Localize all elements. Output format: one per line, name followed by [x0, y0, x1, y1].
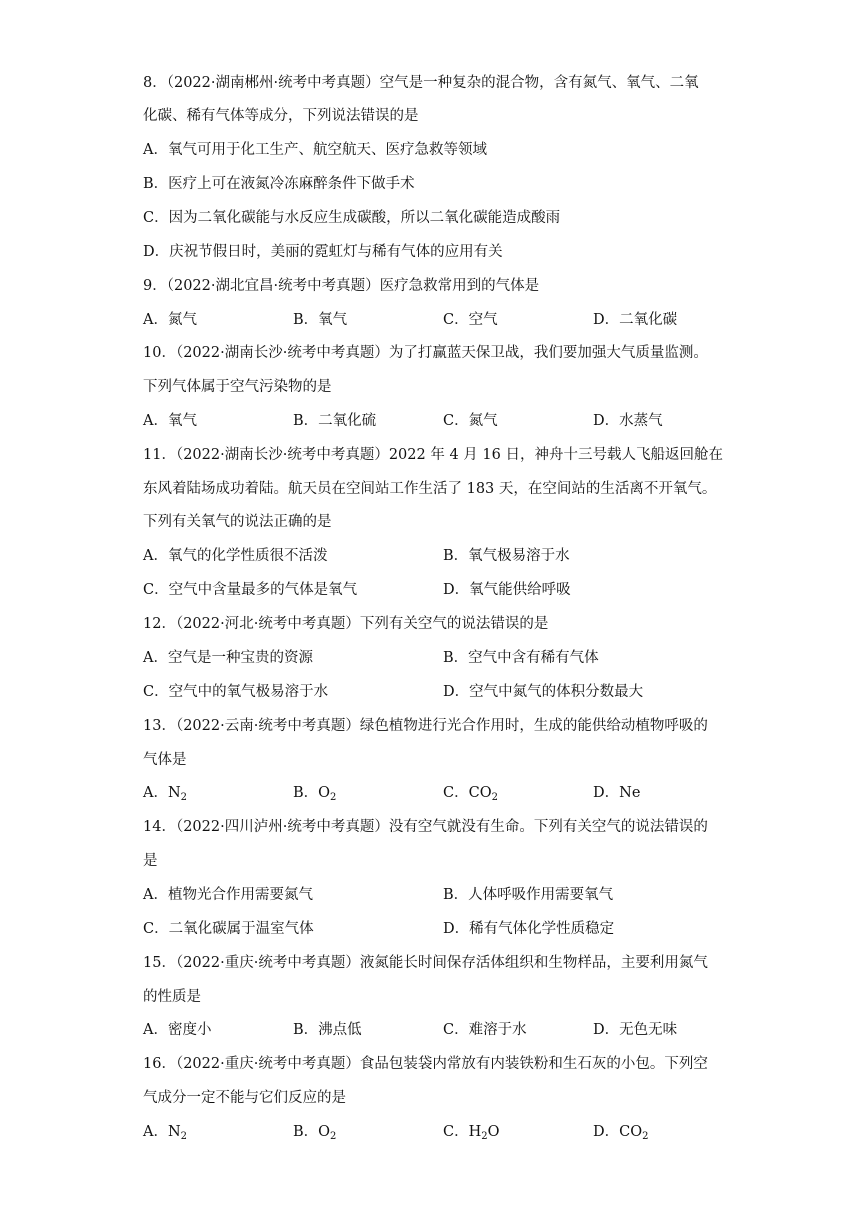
- question-11-stem-line-1: 11．（2022·湖南长沙·统考中考真题）2022 年 4 月 16 日，神舟十三号载人飞船返回舱在: [143, 447, 723, 463]
- question-13-option-c: [443, 783, 498, 803]
- option-letter: A．: [143, 548, 168, 564]
- question-13-option-d: [593, 783, 640, 803]
- question-15-option-d: [593, 1020, 677, 1040]
- question-13-option-b: [293, 783, 336, 803]
- option-letter: B．: [293, 785, 319, 801]
- option-letter: A．: [143, 887, 168, 903]
- question-12-option-b: [443, 648, 599, 668]
- question-8-stem-line-2: 化碳、稀有气体等成分，下列说法错误的是: [143, 108, 419, 124]
- option-letter: D．: [443, 921, 470, 937]
- question-8-option-b: [143, 174, 415, 194]
- option-text: 空气中含有稀有气体: [468, 650, 599, 666]
- option-letter: A．: [143, 312, 168, 328]
- question-12-stem-line-1: 12．（2022·河北·统考中考真题）下列有关空气的说法错误的是: [143, 616, 549, 632]
- question-12-option-c: [143, 682, 328, 702]
- question-12-option-d: [443, 682, 643, 702]
- option-formula: H: [468, 1124, 482, 1140]
- option-text: 空气中的氧气极易溶于水: [168, 684, 329, 700]
- option-text: 庆祝节假日时，美丽的霓虹灯与稀有气体的应用有关: [169, 244, 503, 260]
- option-letter: D．: [443, 684, 470, 700]
- question-11-option-c: [143, 580, 357, 600]
- formula-subscript: 2: [481, 1131, 488, 1142]
- question-16-stem-line-1: 16．（2022·重庆·统考中考真题）食品包装袋内常放有内装铁粉和生石灰的小包。下列空: [143, 1056, 708, 1072]
- question-15-option-a: [143, 1020, 211, 1040]
- question-16-option-b: [293, 1122, 336, 1142]
- question-9-option-a: [143, 310, 197, 330]
- option-letter: B．: [293, 413, 319, 429]
- option-formula: Ne: [619, 785, 641, 801]
- option-letter: B．: [443, 548, 469, 564]
- question-14-option-c: [143, 919, 314, 939]
- option-letter: D．: [593, 1022, 620, 1038]
- question-16-stem-line-2: 气成分一定不能与它们反应的是: [143, 1090, 346, 1106]
- formula-subscript: 2: [642, 1131, 649, 1142]
- question-10-stem-line-1: 10．（2022·湖南长沙·统考中考真题）为了打赢蓝天保卫战，我们要加强大气质量监测。: [143, 345, 708, 361]
- question-15-option-c: [443, 1020, 527, 1040]
- question-14-stem-line-1: 14．（2022·四川泸州·统考中考真题）没有空气就没有生命。下列有关空气的说法错误的: [143, 819, 708, 835]
- question-14-option-b: [443, 885, 613, 905]
- question-11-option-a: [143, 546, 327, 566]
- formula-subscript: 2: [330, 1131, 337, 1142]
- option-letter: D．: [593, 312, 620, 328]
- question-10-option-d: [593, 411, 663, 431]
- option-text: 密度小: [167, 1022, 212, 1038]
- question-13-option-a: [143, 783, 187, 803]
- option-letter: A．: [143, 1124, 168, 1140]
- option-text: 空气中含量最多的气体是氧气: [168, 582, 358, 598]
- option-letter: D．: [593, 1124, 620, 1140]
- option-formula: O: [318, 785, 331, 801]
- question-14-stem-line-2: 是: [143, 853, 158, 869]
- question-14-option-d: [443, 919, 614, 939]
- option-formula: CO: [619, 1124, 643, 1140]
- option-letter: B．: [293, 1022, 319, 1038]
- option-letter: D．: [593, 785, 620, 801]
- formula-subscript: 2: [180, 1131, 188, 1142]
- option-text: 无色无味: [619, 1022, 678, 1038]
- option-text: 氮气: [468, 413, 498, 429]
- option-letter: C．: [143, 684, 169, 700]
- option-text: 氧气可用于化工生产、航空航天、医疗急救等领域: [167, 142, 487, 158]
- question-12-option-a: [143, 648, 313, 668]
- option-text: 氧气的化学性质很不活泼: [167, 548, 328, 564]
- question-11-option-d: [443, 580, 571, 600]
- option-letter: C．: [443, 312, 469, 328]
- question-9-option-d: [593, 310, 677, 330]
- question-15-option-b: [293, 1020, 362, 1040]
- option-letter: C．: [443, 1022, 469, 1038]
- question-14-option-a: [143, 885, 313, 905]
- formula-subscript: 2: [180, 792, 188, 803]
- question-8-option-d: [143, 242, 503, 262]
- option-letter: C．: [143, 210, 169, 226]
- option-text: 二氧化碳: [619, 312, 678, 328]
- option-letter: A．: [143, 785, 168, 801]
- question-9-stem-line-1: 9．（2022·湖北宜昌·统考中考真题）医疗急救常用到的气体是: [143, 278, 540, 294]
- option-text: 氧气: [167, 413, 197, 429]
- question-10-option-b: [293, 411, 376, 431]
- option-letter: C．: [443, 413, 469, 429]
- question-15-stem-line-1: 15．（2022·重庆·统考中考真题）液氮能长时间保存活体组织和生物样品，主要利用氮气: [143, 955, 708, 971]
- option-letter: B．: [443, 887, 469, 903]
- question-13-stem-line-2: 气体是: [143, 752, 187, 768]
- option-letter: D．: [143, 244, 170, 260]
- question-11-option-b: [443, 546, 570, 566]
- option-letter: B．: [443, 650, 469, 666]
- formula-subscript: 2: [330, 792, 337, 803]
- option-text: 二氧化碳属于温室气体: [168, 921, 314, 937]
- option-letter: B．: [293, 312, 319, 328]
- option-text: 氧气极易溶于水: [468, 548, 570, 564]
- question-11-stem-line-2: 东风着陆场成功着陆。航天员在空间站工作生活了 183 天，在空间站的生活离不开氧气。: [143, 481, 717, 497]
- option-letter: B．: [293, 1124, 319, 1140]
- option-text: 水蒸气: [619, 413, 663, 429]
- option-text: 空气是一种宝贵的资源: [167, 650, 313, 666]
- option-formula: CO: [468, 785, 492, 801]
- question-10-stem-line-2: 下列气体属于空气污染物的是: [143, 379, 332, 395]
- option-formula-tail: O: [487, 1124, 500, 1140]
- formula-subscript: 2: [491, 792, 498, 803]
- question-13-stem-line-1: 13．（2022·云南·统考中考真题）绿色植物进行光合作用时，生成的能供给动植物呼吸的: [143, 718, 708, 734]
- option-formula: N: [167, 785, 181, 801]
- option-text: 稀有气体化学性质稳定: [469, 921, 615, 937]
- option-letter: A．: [143, 413, 168, 429]
- question-9-option-c: [443, 310, 498, 330]
- option-text: 空气中氮气的体积分数最大: [469, 684, 644, 700]
- option-text: 氧气能供给呼吸: [469, 582, 571, 598]
- question-10-option-c: [443, 411, 498, 431]
- question-8-option-a: [143, 140, 487, 160]
- question-11-stem-line-3: 下列有关氧气的说法正确的是: [143, 514, 332, 530]
- option-letter: C．: [443, 785, 469, 801]
- question-10-option-a: [143, 411, 197, 431]
- option-text: 氮气: [167, 312, 197, 328]
- option-text: 医疗上可在液氮冷冻麻醉条件下做手术: [168, 176, 415, 192]
- option-letter: C．: [143, 921, 169, 937]
- option-text: 二氧化硫: [318, 413, 377, 429]
- question-15-stem-line-2: 的性质是: [143, 989, 201, 1005]
- option-formula: O: [318, 1124, 331, 1140]
- question-9-option-b: [293, 310, 347, 330]
- option-text: 难溶于水: [468, 1022, 527, 1038]
- option-letter: B．: [143, 176, 169, 192]
- option-text: 空气: [468, 312, 498, 328]
- question-16-option-c: [443, 1122, 500, 1142]
- option-letter: A．: [143, 1022, 168, 1038]
- option-text: 沸点低: [318, 1022, 362, 1038]
- option-letter: A．: [143, 650, 168, 666]
- option-text: 氧气: [318, 312, 348, 328]
- option-formula: N: [167, 1124, 181, 1140]
- question-16-option-a: [143, 1122, 187, 1142]
- question-16-option-d: [593, 1122, 649, 1142]
- question-8-option-c: [143, 208, 560, 228]
- option-text: 人体呼吸作用需要氧气: [468, 887, 614, 903]
- option-text: 植物光合作用需要氮气: [167, 887, 313, 903]
- question-8-stem-line-1: 8．（2022·湖南郴州·统考中考真题）空气是一种复杂的混合物，含有氮气、氧气、二氧: [143, 75, 699, 91]
- option-letter: D．: [443, 582, 470, 598]
- option-text: 因为二氧化碳能与水反应生成碳酸，所以二氧化碳能造成酸雨: [168, 210, 561, 226]
- option-letter: C．: [443, 1124, 469, 1140]
- option-letter: C．: [143, 582, 169, 598]
- option-letter: D．: [593, 413, 620, 429]
- option-letter: A．: [143, 142, 168, 158]
